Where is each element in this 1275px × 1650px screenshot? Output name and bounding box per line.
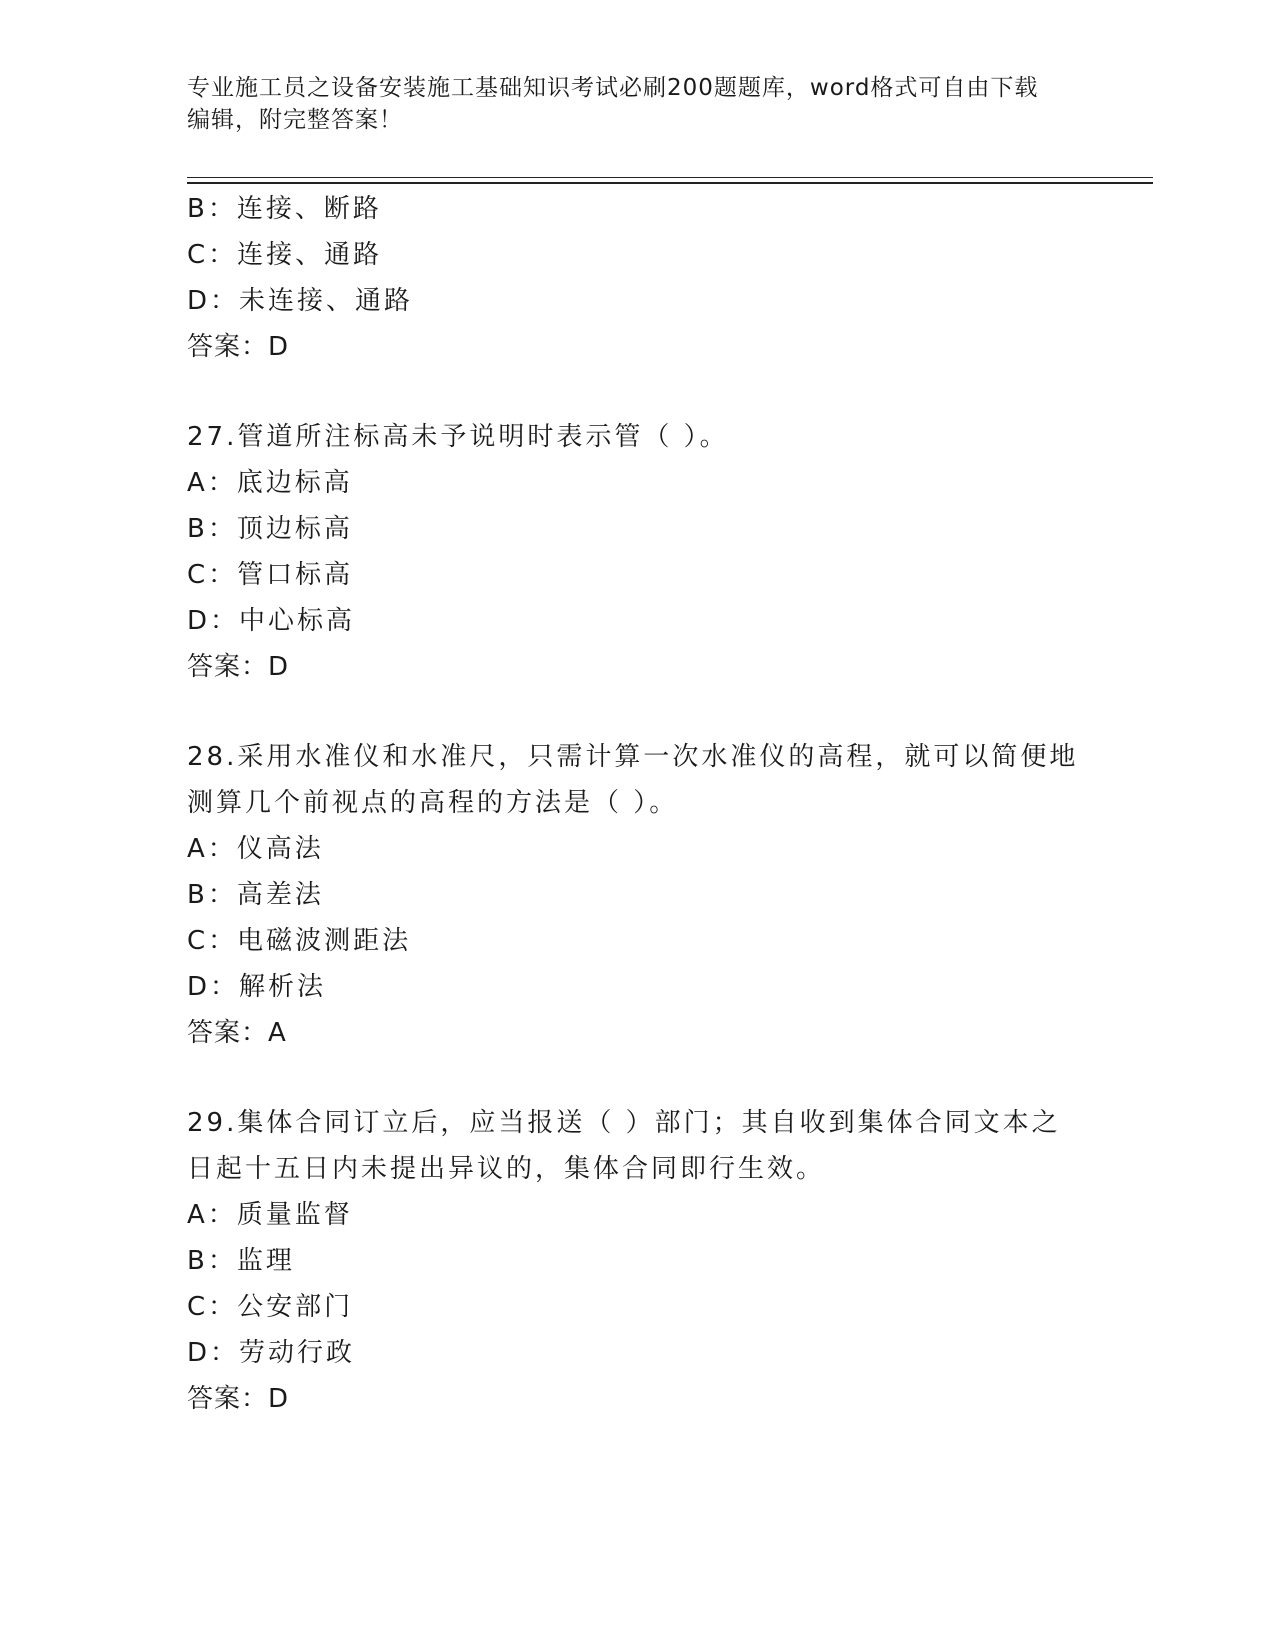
option-c: C：管口标高 <box>187 560 354 590</box>
question-text-line-2: 测算几个前视点的高程的方法是（ ）。 <box>187 788 679 818</box>
option-d: D：劳动行政 <box>187 1338 356 1368</box>
question-text: 27.管道所注标高未予说明时表示管（ ）。 <box>187 422 729 452</box>
spacer <box>187 370 1087 414</box>
answer: 答案：A <box>187 1018 287 1048</box>
option-d: D：中心标高 <box>187 606 356 636</box>
option-c: C：公安部门 <box>187 1292 354 1322</box>
question-text-line-1: 28.采用水准仪和水准尺，只需计算一次水准仪的高程，就可以简便地 <box>187 742 1079 772</box>
answer: 答案：D <box>187 652 290 682</box>
option-b: B：高差法 <box>187 880 324 910</box>
header-line-2: 编辑，附完整答案！ <box>187 107 403 133</box>
header-line-1: 专业施工员之设备安装施工基础知识考试必刷200题题库，word格式可自由下载 <box>187 75 1039 101</box>
option-b: B：连接、断路 <box>187 194 382 224</box>
spacer <box>187 690 1087 734</box>
option-b: B：顶边标高 <box>187 514 353 544</box>
question-28 <box>187 734 1087 1056</box>
question-text-line-2: 日起十五日内未提出异议的，集体合同即行生效。 <box>187 1154 826 1184</box>
question-27 <box>187 414 1087 690</box>
option-a: A：仪高法 <box>187 834 324 864</box>
header-divider-thin <box>187 177 1153 178</box>
document-header <box>187 72 1087 136</box>
option-d: D：未连接、通路 <box>187 286 414 316</box>
header-divider-thick <box>187 182 1153 184</box>
question-29 <box>187 1100 1087 1422</box>
question-26 <box>187 186 1087 370</box>
option-b: B：监理 <box>187 1246 295 1276</box>
answer: 答案：D <box>187 332 290 362</box>
question-content <box>187 186 1087 1422</box>
option-c: C：电磁波测距法 <box>187 926 412 956</box>
option-c: C：连接、通路 <box>187 240 383 270</box>
option-a: A：底边标高 <box>187 468 353 498</box>
question-text-line-1: 29.集体合同订立后，应当报送（ ）部门；其自收到集体合同文本之 <box>187 1108 1061 1138</box>
option-a: A：质量监督 <box>187 1200 353 1230</box>
option-d: D：解析法 <box>187 972 327 1002</box>
answer: 答案：D <box>187 1384 290 1414</box>
spacer <box>187 1056 1087 1100</box>
